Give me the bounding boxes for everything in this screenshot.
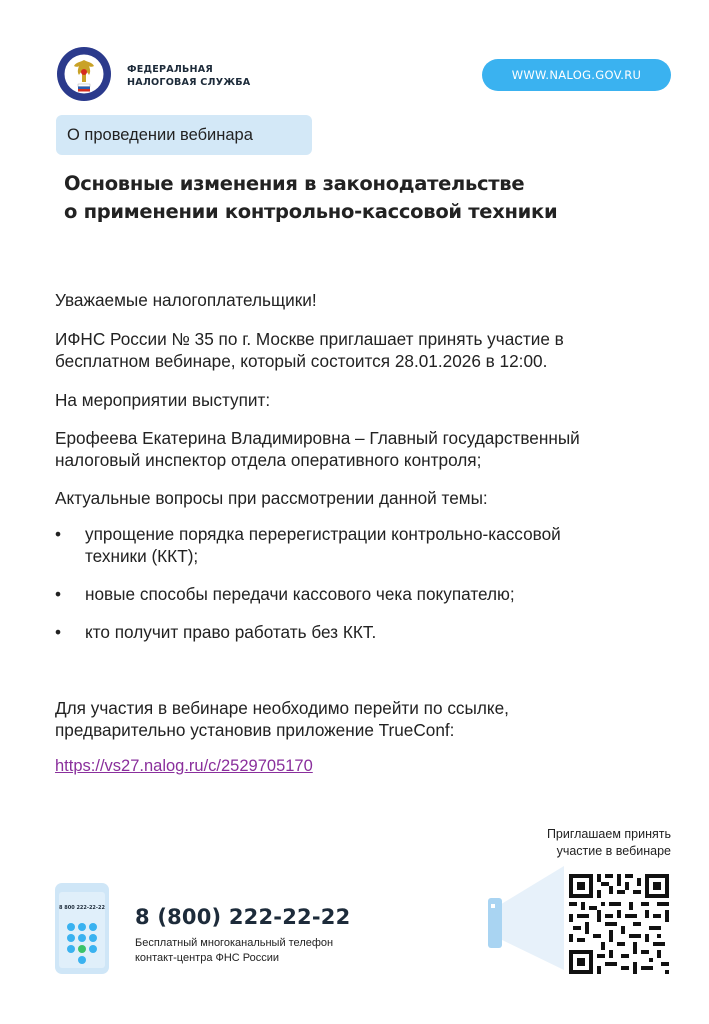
greeting: Уважаемые налогоплательщики! [55,290,317,310]
bullet-dot: • [55,622,62,642]
qr-code-icon[interactable] [566,871,672,977]
page-title [64,170,557,226]
list-item-text [85,523,561,567]
phone-desc-line1: Бесплатный многоканальный телефон [135,937,334,949]
participate-line2: предварительно установив приложение TrueConf: [55,720,455,740]
megaphone-decoration-icon [488,866,564,970]
title-line2: о применении контрольно-кассовой техники [64,200,558,223]
fns-emblem-logo [56,46,112,102]
phone-number: 8 (800) 222-22-22 [135,905,351,929]
phone-description [135,936,333,965]
org-name-line1: ФЕДЕРАЛЬНАЯ [127,64,213,75]
phone-icon [55,883,109,974]
phone-desc-line2: контакт-центра ФНС России [135,951,280,964]
intro-line1: ИФНС России № 35 по г. Москве приглашает принять участие в [55,329,564,349]
list-item-line2: техники (ККТ); [85,546,199,566]
list-item-text: кто получит право работать без ККТ. [85,622,377,642]
section-tag: О проведении вебинара [56,115,312,155]
title-line1: Основные изменения в законодательстве [64,172,525,195]
invite-line1: Приглашаем принять [546,827,671,841]
phone-screen-number: 8 800 222-22-22 [59,905,105,911]
org-name-line2: НАЛОГОВАЯ СЛУЖБА [127,77,251,88]
participate-paragraph [55,697,509,741]
org-name [127,63,250,89]
invite-line2: участие в вебинаре [556,844,671,858]
speaker-line1: Ерофеева Екатерина Владимировна – Главный государственный [55,428,580,448]
website-link-button[interactable]: WWW.NALOG.GOV.RU [482,59,671,91]
topics-intro: Актуальные вопросы при рассмотрении данной темы: [55,488,488,508]
list-item-line1: упрощение порядка перерегистрации контрольно-кассовой [85,524,561,544]
intro-paragraph [55,328,564,372]
participate-line1: Для участия в вебинаре необходимо перейти по ссылке, [55,698,509,718]
bullet-dot: • [55,584,62,604]
speaker-intro: На мероприятии выступит: [55,390,271,410]
intro-line2: бесплатном вебинаре, который состоится 28.01.2026 в 12:00. [55,351,548,371]
bullet-dot: • [55,524,62,544]
invite-caption [547,826,671,860]
list-item-text: новые способы передачи кассового чека покупателю; [85,584,515,604]
speaker-paragraph [55,427,580,471]
speaker-line2: налоговый инспектор отдела оперативного контроля; [55,450,482,470]
webinar-link[interactable]: https://vs27.nalog.ru/c/2529705170 [55,757,313,775]
